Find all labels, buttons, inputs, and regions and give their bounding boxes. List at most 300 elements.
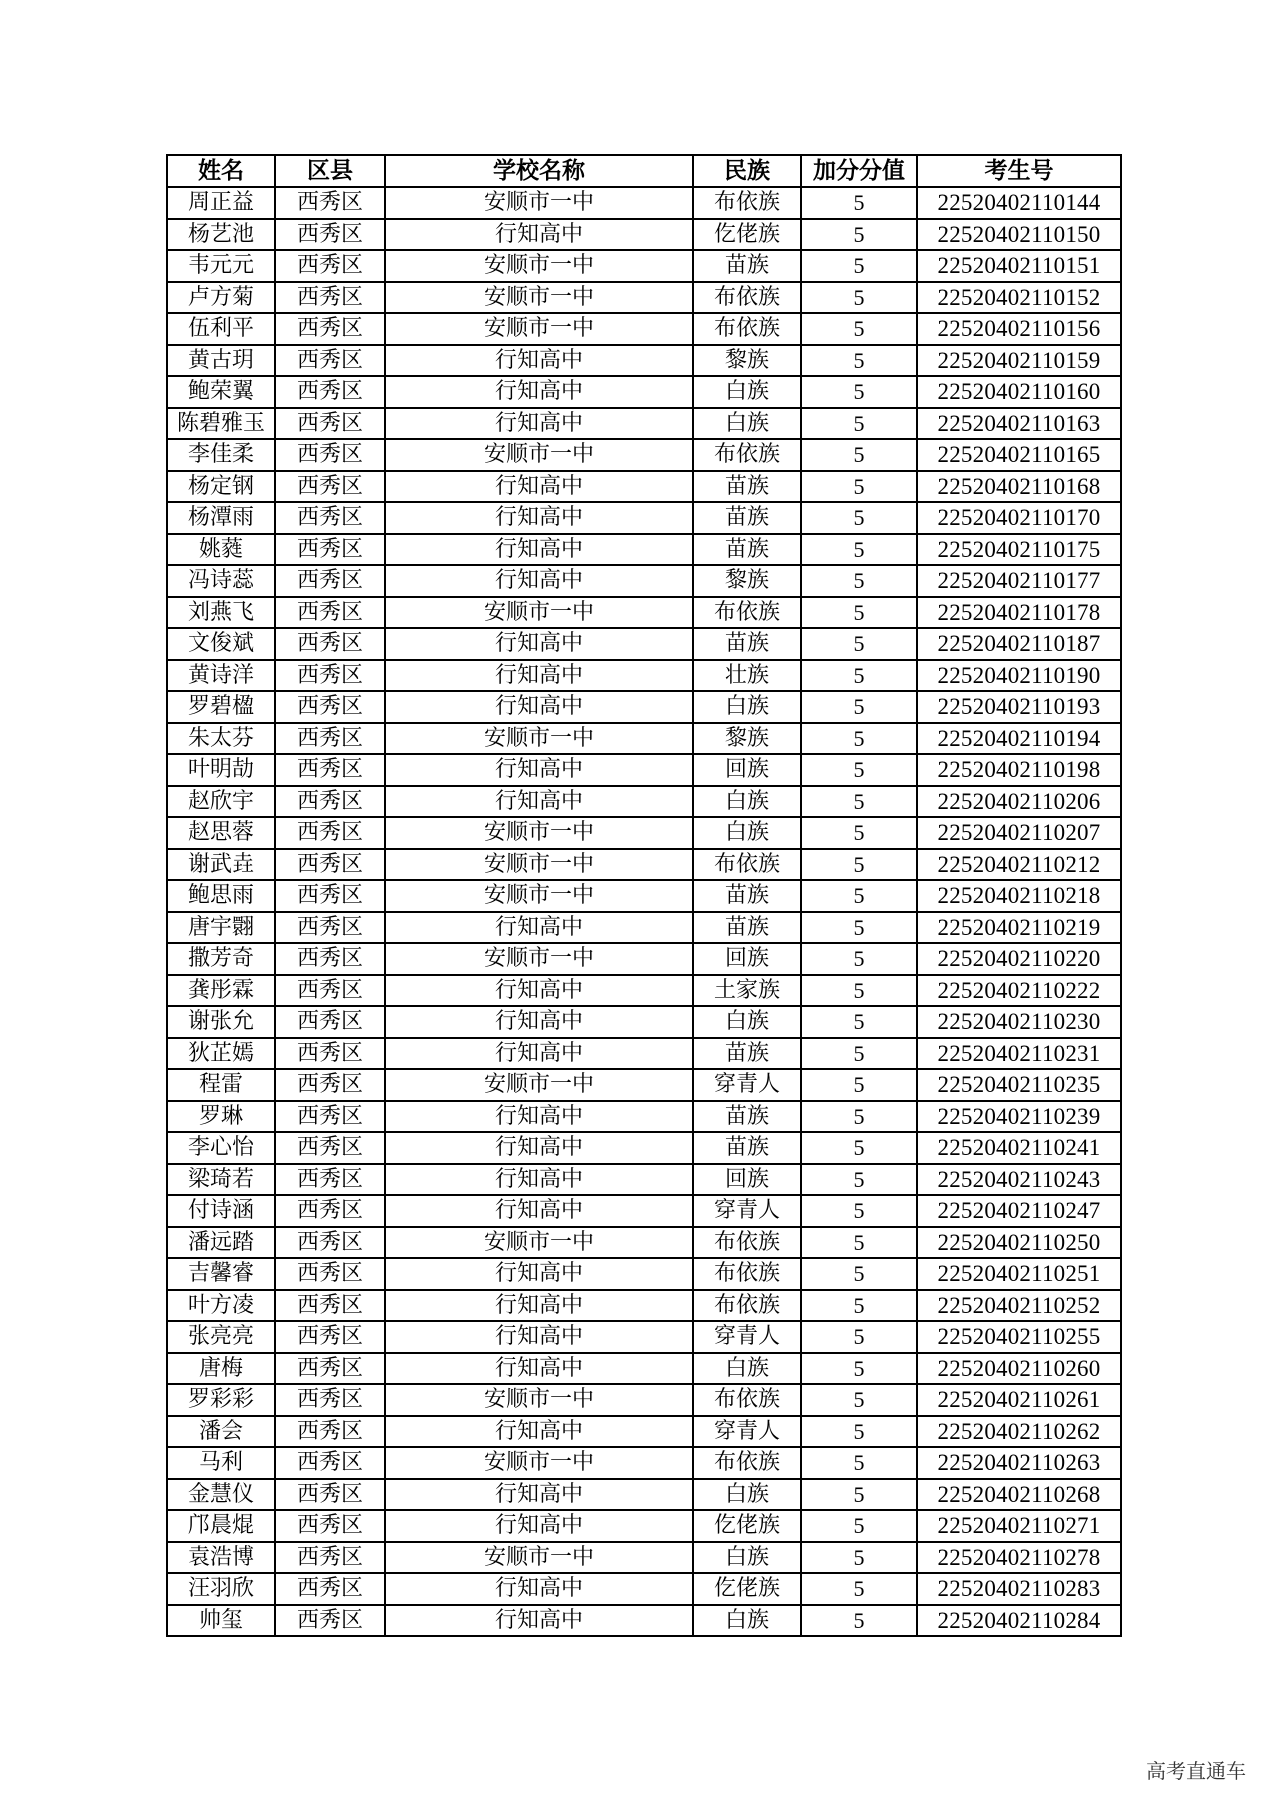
cell-ethnicity: 布依族	[693, 1447, 801, 1479]
cell-school: 安顺市一中	[385, 250, 693, 282]
cell-name: 帅玺	[167, 1605, 275, 1637]
cell-name: 潘远踏	[167, 1227, 275, 1259]
cell-bonus: 5	[801, 1164, 917, 1196]
table-row	[167, 1101, 1121, 1133]
cell-name: 文俊斌	[167, 628, 275, 660]
cell-county: 西秀区	[275, 849, 385, 881]
cell-county: 西秀区	[275, 975, 385, 1007]
cell-county: 西秀区	[275, 187, 385, 219]
cell-exam-id: 22520402110175	[917, 534, 1121, 566]
table-row	[167, 912, 1121, 944]
cell-school: 安顺市一中	[385, 1447, 693, 1479]
cell-name: 冯诗蕊	[167, 565, 275, 597]
cell-ethnicity: 布依族	[693, 1384, 801, 1416]
table-row	[167, 313, 1121, 345]
cell-ethnicity: 回族	[693, 754, 801, 786]
cell-ethnicity: 仡佬族	[693, 1573, 801, 1605]
cell-school: 行知高中	[385, 1416, 693, 1448]
cell-name: 邝晨焜	[167, 1510, 275, 1542]
table-row	[167, 1006, 1121, 1038]
cell-bonus: 5	[801, 250, 917, 282]
cell-name: 姚蕤	[167, 534, 275, 566]
table-row	[167, 880, 1121, 912]
cell-school: 安顺市一中	[385, 282, 693, 314]
cell-county: 西秀区	[275, 691, 385, 723]
table-row	[167, 1227, 1121, 1259]
cell-exam-id: 22520402110262	[917, 1416, 1121, 1448]
cell-school: 行知高中	[385, 1101, 693, 1133]
cell-name: 叶方凌	[167, 1290, 275, 1322]
cell-ethnicity: 穿青人	[693, 1069, 801, 1101]
cell-county: 西秀区	[275, 282, 385, 314]
cell-name: 罗琳	[167, 1101, 275, 1133]
header-exam-id: 考生号	[917, 155, 1121, 187]
cell-county: 西秀区	[275, 1542, 385, 1574]
cell-name: 金慧仪	[167, 1479, 275, 1511]
cell-bonus: 5	[801, 628, 917, 660]
cell-exam-id: 22520402110220	[917, 943, 1121, 975]
cell-bonus: 5	[801, 817, 917, 849]
cell-exam-id: 22520402110231	[917, 1038, 1121, 1070]
cell-exam-id: 22520402110150	[917, 219, 1121, 251]
cell-school: 行知高中	[385, 1321, 693, 1353]
cell-exam-id: 22520402110187	[917, 628, 1121, 660]
table-row	[167, 1164, 1121, 1196]
cell-ethnicity: 苗族	[693, 628, 801, 660]
cell-school: 行知高中	[385, 786, 693, 818]
cell-exam-id: 22520402110283	[917, 1573, 1121, 1605]
table-row	[167, 660, 1121, 692]
cell-name: 赵欣宇	[167, 786, 275, 818]
cell-bonus: 5	[801, 1101, 917, 1133]
table-row	[167, 1573, 1121, 1605]
cell-county: 西秀区	[275, 408, 385, 440]
cell-bonus: 5	[801, 1384, 917, 1416]
cell-exam-id: 22520402110190	[917, 660, 1121, 692]
cell-exam-id: 22520402110222	[917, 975, 1121, 1007]
cell-county: 西秀区	[275, 345, 385, 377]
cell-county: 西秀区	[275, 565, 385, 597]
cell-bonus: 5	[801, 943, 917, 975]
cell-bonus: 5	[801, 1132, 917, 1164]
cell-bonus: 5	[801, 1258, 917, 1290]
cell-exam-id: 22520402110178	[917, 597, 1121, 629]
table-row	[167, 849, 1121, 881]
cell-bonus: 5	[801, 408, 917, 440]
table-row	[167, 1290, 1121, 1322]
cell-name: 叶明劼	[167, 754, 275, 786]
cell-exam-id: 22520402110247	[917, 1195, 1121, 1227]
cell-school: 行知高中	[385, 1038, 693, 1070]
cell-exam-id: 22520402110194	[917, 723, 1121, 755]
cell-ethnicity: 白族	[693, 376, 801, 408]
cell-name: 周正益	[167, 187, 275, 219]
cell-school: 行知高中	[385, 628, 693, 660]
cell-exam-id: 22520402110230	[917, 1006, 1121, 1038]
cell-name: 李佳柔	[167, 439, 275, 471]
cell-county: 西秀区	[275, 1069, 385, 1101]
cell-county: 西秀区	[275, 660, 385, 692]
cell-county: 西秀区	[275, 1258, 385, 1290]
cell-name: 吉馨睿	[167, 1258, 275, 1290]
cell-name: 朱太芬	[167, 723, 275, 755]
header-row	[167, 155, 1121, 187]
cell-county: 西秀区	[275, 786, 385, 818]
cell-name: 梁琦若	[167, 1164, 275, 1196]
table-row	[167, 408, 1121, 440]
cell-exam-id: 22520402110165	[917, 439, 1121, 471]
cell-exam-id: 22520402110156	[917, 313, 1121, 345]
cell-exam-id: 22520402110235	[917, 1069, 1121, 1101]
cell-ethnicity: 布依族	[693, 849, 801, 881]
cell-school: 行知高中	[385, 912, 693, 944]
cell-bonus: 5	[801, 786, 917, 818]
cell-name: 罗碧楹	[167, 691, 275, 723]
table-row	[167, 502, 1121, 534]
table-row	[167, 1384, 1121, 1416]
cell-exam-id: 22520402110170	[917, 502, 1121, 534]
table-row	[167, 1038, 1121, 1070]
cell-name: 撒芳奇	[167, 943, 275, 975]
cell-school: 安顺市一中	[385, 1227, 693, 1259]
cell-name: 杨潭雨	[167, 502, 275, 534]
table-row	[167, 691, 1121, 723]
cell-exam-id: 22520402110206	[917, 786, 1121, 818]
cell-county: 西秀区	[275, 534, 385, 566]
cell-school: 安顺市一中	[385, 187, 693, 219]
cell-name: 程雷	[167, 1069, 275, 1101]
cell-ethnicity: 白族	[693, 1006, 801, 1038]
table-row	[167, 187, 1121, 219]
cell-name: 唐梅	[167, 1353, 275, 1385]
cell-school: 行知高中	[385, 754, 693, 786]
cell-county: 西秀区	[275, 250, 385, 282]
cell-ethnicity: 黎族	[693, 345, 801, 377]
cell-county: 西秀区	[275, 1195, 385, 1227]
cell-exam-id: 22520402110168	[917, 471, 1121, 503]
cell-ethnicity: 白族	[693, 408, 801, 440]
cell-school: 行知高中	[385, 1479, 693, 1511]
table-row	[167, 1542, 1121, 1574]
header-county: 区县	[275, 155, 385, 187]
cell-county: 西秀区	[275, 502, 385, 534]
cell-exam-id: 22520402110207	[917, 817, 1121, 849]
cell-school: 安顺市一中	[385, 439, 693, 471]
cell-bonus: 5	[801, 1227, 917, 1259]
header-ethnicity: 民族	[693, 155, 801, 187]
cell-exam-id: 22520402110219	[917, 912, 1121, 944]
cell-exam-id: 22520402110255	[917, 1321, 1121, 1353]
table-row	[167, 943, 1121, 975]
cell-ethnicity: 穿青人	[693, 1195, 801, 1227]
cell-bonus: 5	[801, 912, 917, 944]
cell-exam-id: 22520402110243	[917, 1164, 1121, 1196]
cell-exam-id: 22520402110159	[917, 345, 1121, 377]
cell-bonus: 5	[801, 1479, 917, 1511]
cell-bonus: 5	[801, 313, 917, 345]
table-row	[167, 471, 1121, 503]
cell-name: 谢张允	[167, 1006, 275, 1038]
table-row	[167, 1447, 1121, 1479]
cell-ethnicity: 仡佬族	[693, 219, 801, 251]
cell-county: 西秀区	[275, 628, 385, 660]
cell-school: 行知高中	[385, 1605, 693, 1637]
cell-name: 付诗涵	[167, 1195, 275, 1227]
cell-county: 西秀区	[275, 723, 385, 755]
cell-name: 韦元元	[167, 250, 275, 282]
table-row	[167, 345, 1121, 377]
cell-exam-id: 22520402110212	[917, 849, 1121, 881]
cell-ethnicity: 布依族	[693, 1290, 801, 1322]
cell-county: 西秀区	[275, 1006, 385, 1038]
cell-name: 陈碧雅玉	[167, 408, 275, 440]
cell-county: 西秀区	[275, 1479, 385, 1511]
cell-bonus: 5	[801, 691, 917, 723]
cell-school: 安顺市一中	[385, 943, 693, 975]
cell-county: 西秀区	[275, 439, 385, 471]
cell-name: 李心怡	[167, 1132, 275, 1164]
cell-bonus: 5	[801, 345, 917, 377]
cell-name: 张亮亮	[167, 1321, 275, 1353]
cell-ethnicity: 布依族	[693, 1258, 801, 1290]
table-row	[167, 1195, 1121, 1227]
cell-school: 安顺市一中	[385, 597, 693, 629]
cell-name: 狄芷嫣	[167, 1038, 275, 1070]
cell-exam-id: 22520402110144	[917, 187, 1121, 219]
cell-school: 行知高中	[385, 1164, 693, 1196]
cell-exam-id: 22520402110198	[917, 754, 1121, 786]
cell-county: 西秀区	[275, 1416, 385, 1448]
cell-exam-id: 22520402110241	[917, 1132, 1121, 1164]
cell-county: 西秀区	[275, 1132, 385, 1164]
cell-school: 行知高中	[385, 471, 693, 503]
cell-ethnicity: 布依族	[693, 439, 801, 471]
cell-name: 伍利平	[167, 313, 275, 345]
cell-bonus: 5	[801, 565, 917, 597]
cell-county: 西秀区	[275, 1573, 385, 1605]
cell-name: 黄诗洋	[167, 660, 275, 692]
cell-ethnicity: 回族	[693, 943, 801, 975]
cell-ethnicity: 白族	[693, 1542, 801, 1574]
cell-exam-id: 22520402110177	[917, 565, 1121, 597]
cell-school: 安顺市一中	[385, 723, 693, 755]
cell-bonus: 5	[801, 660, 917, 692]
cell-ethnicity: 苗族	[693, 250, 801, 282]
cell-bonus: 5	[801, 471, 917, 503]
cell-county: 西秀区	[275, 219, 385, 251]
cell-county: 西秀区	[275, 912, 385, 944]
table-row	[167, 565, 1121, 597]
cell-county: 西秀区	[275, 1101, 385, 1133]
cell-school: 行知高中	[385, 975, 693, 1007]
cell-bonus: 5	[801, 1006, 917, 1038]
cell-name: 鲍思雨	[167, 880, 275, 912]
cell-ethnicity: 苗族	[693, 1101, 801, 1133]
cell-county: 西秀区	[275, 1227, 385, 1259]
cell-ethnicity: 穿青人	[693, 1321, 801, 1353]
table-row	[167, 628, 1121, 660]
cell-school: 安顺市一中	[385, 880, 693, 912]
cell-county: 西秀区	[275, 1038, 385, 1070]
table-row	[167, 1258, 1121, 1290]
cell-county: 西秀区	[275, 880, 385, 912]
cell-bonus: 5	[801, 1290, 917, 1322]
cell-bonus: 5	[801, 880, 917, 912]
cell-school: 行知高中	[385, 691, 693, 723]
cell-school: 行知高中	[385, 1510, 693, 1542]
roster-table	[166, 154, 1122, 1637]
cell-ethnicity: 苗族	[693, 880, 801, 912]
table-row	[167, 282, 1121, 314]
cell-school: 行知高中	[385, 502, 693, 534]
cell-name: 潘会	[167, 1416, 275, 1448]
table-row	[167, 1510, 1121, 1542]
cell-exam-id: 22520402110252	[917, 1290, 1121, 1322]
cell-ethnicity: 白族	[693, 786, 801, 818]
cell-school: 行知高中	[385, 408, 693, 440]
cell-bonus: 5	[801, 1447, 917, 1479]
cell-exam-id: 22520402110261	[917, 1384, 1121, 1416]
cell-name: 马利	[167, 1447, 275, 1479]
table-row	[167, 219, 1121, 251]
cell-ethnicity: 布依族	[693, 313, 801, 345]
cell-school: 安顺市一中	[385, 1542, 693, 1574]
cell-ethnicity: 苗族	[693, 534, 801, 566]
cell-name: 刘燕飞	[167, 597, 275, 629]
cell-bonus: 5	[801, 534, 917, 566]
cell-school: 行知高中	[385, 1006, 693, 1038]
cell-county: 西秀区	[275, 313, 385, 345]
cell-county: 西秀区	[275, 1321, 385, 1353]
table-row	[167, 1321, 1121, 1353]
header-school: 学校名称	[385, 155, 693, 187]
table-row	[167, 597, 1121, 629]
cell-school: 行知高中	[385, 345, 693, 377]
roster-body	[167, 187, 1121, 1636]
cell-exam-id: 22520402110271	[917, 1510, 1121, 1542]
cell-exam-id: 22520402110268	[917, 1479, 1121, 1511]
table-row	[167, 754, 1121, 786]
roster-sheet	[166, 154, 1120, 1637]
cell-bonus: 5	[801, 187, 917, 219]
cell-bonus: 5	[801, 1542, 917, 1574]
cell-ethnicity: 壮族	[693, 660, 801, 692]
cell-school: 行知高中	[385, 1258, 693, 1290]
cell-ethnicity: 穿青人	[693, 1416, 801, 1448]
cell-county: 西秀区	[275, 754, 385, 786]
cell-name: 谢武垚	[167, 849, 275, 881]
cell-name: 汪羽欣	[167, 1573, 275, 1605]
cell-ethnicity: 布依族	[693, 187, 801, 219]
cell-exam-id: 22520402110160	[917, 376, 1121, 408]
cell-ethnicity: 布依族	[693, 1227, 801, 1259]
cell-ethnicity: 白族	[693, 1479, 801, 1511]
header-bonus: 加分分值	[801, 155, 917, 187]
cell-name: 赵思蓉	[167, 817, 275, 849]
cell-exam-id: 22520402110193	[917, 691, 1121, 723]
cell-ethnicity: 白族	[693, 817, 801, 849]
cell-ethnicity: 苗族	[693, 912, 801, 944]
cell-county: 西秀区	[275, 1290, 385, 1322]
cell-school: 行知高中	[385, 534, 693, 566]
cell-county: 西秀区	[275, 1384, 385, 1416]
cell-school: 行知高中	[385, 1353, 693, 1385]
cell-school: 安顺市一中	[385, 313, 693, 345]
cell-bonus: 5	[801, 1573, 917, 1605]
cell-county: 西秀区	[275, 1510, 385, 1542]
cell-exam-id: 22520402110163	[917, 408, 1121, 440]
cell-school: 安顺市一中	[385, 1384, 693, 1416]
cell-exam-id: 22520402110251	[917, 1258, 1121, 1290]
watermark-text: 高考直通车	[1146, 1759, 1246, 1783]
cell-bonus: 5	[801, 376, 917, 408]
cell-name: 杨定钢	[167, 471, 275, 503]
table-row	[167, 250, 1121, 282]
cell-school: 行知高中	[385, 1290, 693, 1322]
cell-county: 西秀区	[275, 817, 385, 849]
cell-county: 西秀区	[275, 1447, 385, 1479]
cell-exam-id: 22520402110151	[917, 250, 1121, 282]
table-row	[167, 1479, 1121, 1511]
cell-school: 安顺市一中	[385, 849, 693, 881]
cell-county: 西秀区	[275, 597, 385, 629]
cell-ethnicity: 黎族	[693, 565, 801, 597]
cell-school: 行知高中	[385, 1132, 693, 1164]
cell-exam-id: 22520402110250	[917, 1227, 1121, 1259]
cell-school: 行知高中	[385, 1195, 693, 1227]
cell-bonus: 5	[801, 1069, 917, 1101]
cell-bonus: 5	[801, 219, 917, 251]
cell-bonus: 5	[801, 1038, 917, 1070]
cell-bonus: 5	[801, 1605, 917, 1637]
cell-ethnicity: 苗族	[693, 1038, 801, 1070]
cell-bonus: 5	[801, 1321, 917, 1353]
cell-exam-id: 22520402110260	[917, 1353, 1121, 1385]
cell-name: 袁浩博	[167, 1542, 275, 1574]
cell-exam-id: 22520402110263	[917, 1447, 1121, 1479]
cell-name: 罗彩彩	[167, 1384, 275, 1416]
cell-ethnicity: 白族	[693, 691, 801, 723]
cell-ethnicity: 白族	[693, 1605, 801, 1637]
cell-name: 杨艺池	[167, 219, 275, 251]
cell-school: 行知高中	[385, 1573, 693, 1605]
cell-bonus: 5	[801, 1195, 917, 1227]
cell-bonus: 5	[801, 439, 917, 471]
cell-exam-id: 22520402110239	[917, 1101, 1121, 1133]
cell-bonus: 5	[801, 754, 917, 786]
cell-name: 卢方菊	[167, 282, 275, 314]
cell-ethnicity: 苗族	[693, 502, 801, 534]
cell-exam-id: 22520402110278	[917, 1542, 1121, 1574]
cell-bonus: 5	[801, 975, 917, 1007]
table-row	[167, 723, 1121, 755]
cell-school: 安顺市一中	[385, 817, 693, 849]
cell-ethnicity: 苗族	[693, 1132, 801, 1164]
cell-ethnicity: 苗族	[693, 471, 801, 503]
table-row	[167, 534, 1121, 566]
cell-county: 西秀区	[275, 1605, 385, 1637]
cell-ethnicity: 土家族	[693, 975, 801, 1007]
table-row	[167, 439, 1121, 471]
cell-county: 西秀区	[275, 1353, 385, 1385]
cell-ethnicity: 仡佬族	[693, 1510, 801, 1542]
cell-bonus: 5	[801, 723, 917, 755]
cell-bonus: 5	[801, 1510, 917, 1542]
cell-school: 行知高中	[385, 565, 693, 597]
cell-exam-id: 22520402110284	[917, 1605, 1121, 1637]
table-row	[167, 1069, 1121, 1101]
cell-name: 龚彤霖	[167, 975, 275, 1007]
